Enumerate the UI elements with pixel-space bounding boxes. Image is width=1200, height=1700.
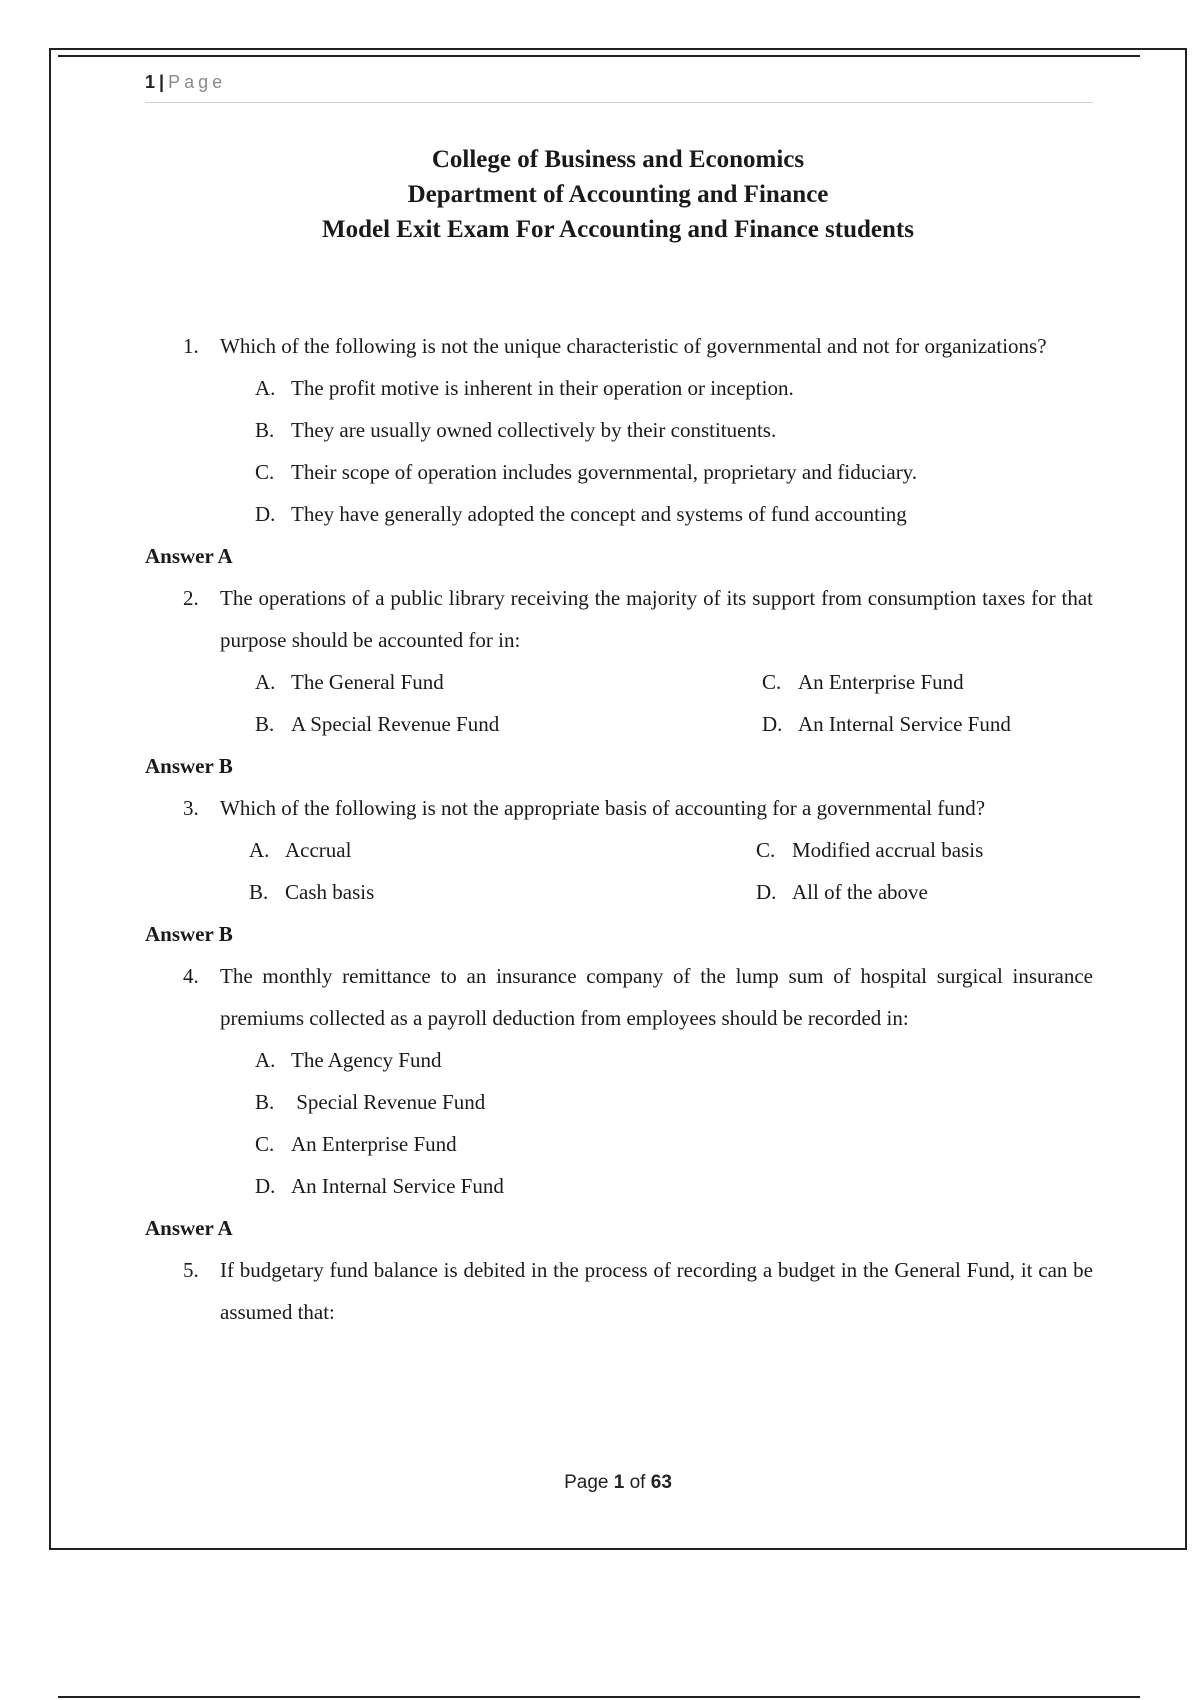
option-d: D. All of the above [756,880,928,904]
question-1 [145,325,1093,367]
question-number: 4. [183,964,199,988]
title-college: College of Business and Economics [431,146,805,173]
option-c: C. An Enterprise Fund [255,1132,457,1156]
top-rule [58,55,1140,57]
question-2-options [145,661,1093,745]
question-5 [145,1249,1093,1333]
option-a: A. The Agency Fund [255,1048,442,1072]
question-3-options [145,829,1093,913]
page-header [145,72,1093,103]
question-2 [145,577,1093,661]
answer-1: Answer A [145,544,233,568]
option-a: A. The General Fund [255,670,444,694]
bottom-rule [58,1696,1140,1698]
answer-4: Answer A [145,1216,233,1240]
question-number: 5. [183,1258,199,1282]
title-exam: Model Exit Exam For Accounting and Finance students [322,216,914,243]
option-d: D. An Internal Service Fund [255,1174,504,1198]
document-titles [49,142,1187,247]
option-b: B. Special Revenue Fund [255,1090,486,1114]
answer-3: Answer B [145,922,233,946]
question-1-options [145,367,1093,535]
option-b: B. They are usually owned collectively by their constituents. [255,418,777,442]
option-b: B. Cash basis [249,880,375,904]
question-text: Which of the following is not the unique characteristic of governmental and not for organizations? [220,334,1047,358]
option-d: D. An Internal Service Fund [762,712,1011,736]
question-text: Which of the following is not the appropriate basis of accounting for a governmental fund? [220,796,986,820]
footer-prefix: Page [564,1472,609,1493]
title-department: Department of Accounting and Finance [407,181,829,208]
option-d: D. They have generally adopted the concept and systems of fund accounting [255,502,907,526]
option-c: C. Modified accrual basis [756,838,984,862]
option-b: B. A Special Revenue Fund [255,712,500,736]
answer-2: Answer B [145,754,233,778]
exam-content [145,325,1093,1333]
header-page-word: Page [168,72,227,92]
question-text: If budgetary fund balance is debited in the process of recording a budget in the General Fund, it can be assumed that: [220,1258,1093,1324]
question-number: 3. [183,796,199,820]
question-number: 1. [183,334,199,358]
footer-total-pages: 63 [650,1472,672,1493]
question-number: 2. [183,586,199,610]
page-footer [49,1472,1187,1494]
option-c: C. An Enterprise Fund [762,670,964,694]
footer-of: of [629,1472,646,1493]
question-text: The operations of a public library receiving the majority of its support from consumption taxes for that purpose should be accounted for in: [220,586,1093,652]
header-page-number: 1 [145,72,156,92]
footer-current-page: 1 [613,1472,625,1493]
option-c: C. Their scope of operation includes governmental, proprietary and fiduciary. [255,460,918,484]
question-text: The monthly remittance to an insurance company of the lump sum of hospital surgical insurance premiums collected as a payroll deduction from employees should be recorded in: [220,964,1093,1030]
question-4-options [145,1039,1093,1207]
option-a: A. Accrual [249,838,352,862]
header-separator: | [159,72,165,92]
question-4 [145,955,1093,1039]
option-a: A. The profit motive is inherent in their operation or inception. [255,376,794,400]
question-3 [145,787,1093,829]
